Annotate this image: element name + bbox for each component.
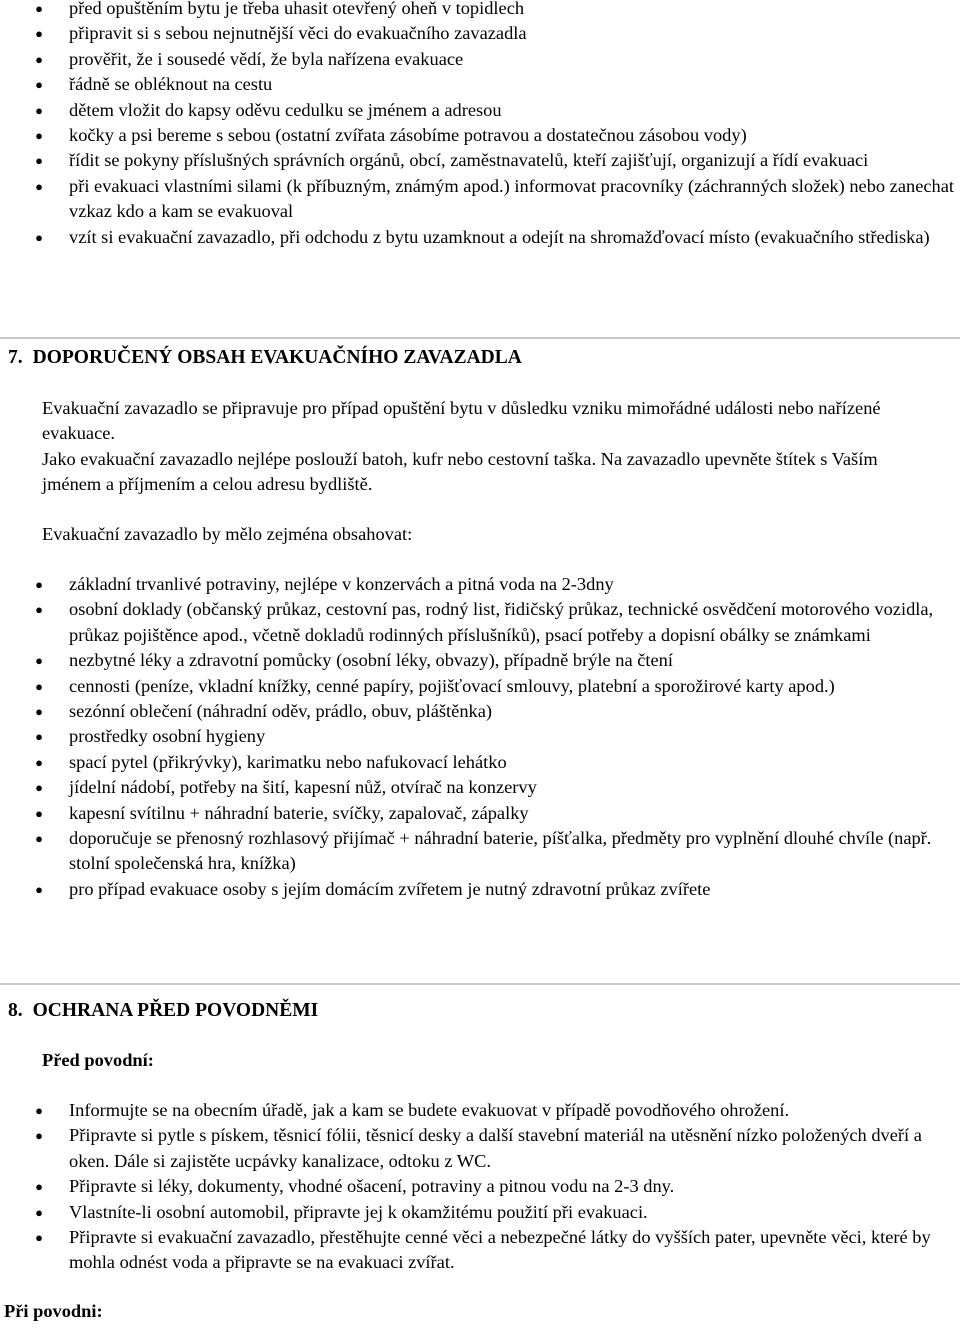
bullet-icon: ● [35,704,43,720]
list-item: ● kočky a psi bereme s sebou (ostatní zvířata zásobíme potravou a dostatečnou zásobou vody) [0,123,960,148]
section-7-paragraph: Evakuační zavazadlo se připravuje pro případ opuštění bytu v důsledku vzniku mimořádné události nebo nařízené evakuace. [42,398,881,444]
bullet-icon: ● [35,1128,43,1144]
bullet-icon: ● [35,831,43,847]
section-number: 8. [8,1000,23,1021]
section-divider [0,337,960,339]
list-item: ● základní trvanlivé potraviny, nejlépe v konzervách a pitná voda na 2-3dny [0,572,960,597]
section-7-paragraph: Evakuační zavazadlo by mělo zejména obsahovat: [42,524,413,544]
bullet-icon: ● [35,1204,43,1220]
bullet-icon: ● [35,128,43,144]
section-number: 7. [8,347,23,368]
list-item: ● cennosti (peníze, vkladní knížky, cenné papíry, pojišťovací smlouvy, platební a sporožirové karty apod.) [0,674,960,699]
bullet-icon: ● [35,1179,43,1195]
list-item: ● kapesní svítilnu + náhradní baterie, svíčky, zapalovač, zápalky [0,801,960,826]
list-item: ● Připravte si pytle s pískem, těsnicí fólii, těsnicí desky a další stavební materiál na utěsnění nízko položených dveří a oken. Dále si zajistěte ucpávky kanalizace, odtoku z WC. [35,1125,922,1171]
bullet-icon: ● [35,1,43,16]
bullet-icon: ● [35,77,43,93]
list-item: ● prostředky osobní hygieny [0,724,960,749]
list-item: ● nezbytné léky a zdravotní pomůcky (osobní léky, obvazy), případně brýle na čtení [0,648,960,673]
section-7-heading [0,345,960,370]
list-item: ● pro případ evakuace osoby s jejím domácím zvířetem je nutný zdravotní průkaz zvířete [0,877,960,902]
subheading-before-flood: Před povodní: [42,1050,154,1070]
list-item: ● doporučuje se přenosný rozhlasový přijímač + náhradní baterie, píšťalka, předměty pro vyplnění dlouhé chvíle (např. stolní společenská hra, knížka) [35,828,932,874]
bullet-icon: ● [35,754,43,770]
list-item: ● Připravte si léky, dokumenty, vhodné ošacení, potraviny a pitnou vodu na 2-3 dny. [0,1174,960,1199]
bullet-icon: ● [35,602,43,618]
evacuation-instructions-list [0,0,960,250]
bullet-icon: ● [35,102,43,118]
bullet-icon: ● [35,805,43,821]
bullet-icon: ● [35,51,43,67]
bullet-icon: ● [35,26,43,42]
bullet-icon: ● [35,577,43,592]
list-item: ● prověřit, že i sousedé vědí, že byla nařízena evakuace [0,47,960,72]
flood-preparation-list [0,1098,960,1276]
list-item: ● Vlastníte-li osobní automobil, připravte jej k okamžitému použití při evakuaci. [0,1200,960,1225]
bullet-icon: ● [35,1230,43,1246]
bullet-icon: ● [35,881,43,897]
section-title: OCHRANA PŘED POVODNĚMI [32,1000,319,1021]
bullet-icon: ● [35,153,43,169]
section-title: DOPORUČENÝ OBSAH EVAKUAČNÍHO ZAVAZADLA [32,347,522,368]
list-item: ● připravit si s sebou nejnutnější věci do evakuačního zavazadla [0,21,960,46]
list-item: ● sezónní oblečení (náhradní oděv, prádlo, obuv, pláštěnka) [0,699,960,724]
list-item: ● Připravte si evakuační zavazadlo, přestěhujte cenné věci a nebezpečné látky do vyšších pater, upevněte věci, které by mohla odnést voda a připravte se na evakuaci zvířat. [35,1227,931,1273]
list-item: ● osobní doklady (občanský průkaz, cestovní pas, rodný list, řidičský průkaz, technické osvědčení motorového vozidla, průkaz pojištěnce apod., včetně dokladů rodinných příslušníků), psací potřeby a dopisní obálky se známkami [35,599,934,645]
list-item: ● řádně se obléknout na cestu [0,72,960,97]
section-8-heading [0,998,960,1023]
subheading-during-flood: Při povodni: [4,1301,103,1321]
bullet-icon: ● [35,178,43,194]
section-7-paragraph: Jako evakuační zavazadlo nejlépe poslouží batoh, kufr nebo cestovní taška. Na zavazadlo upevněte štítek s Vaším jménem a příjmením a celou adresu bydliště. [42,449,878,495]
bullet-icon: ● [35,729,43,745]
list-item: ● řídit se pokyny příslušných správních orgánů, obcí, zaměstnavatelů, kteří zajišťují, organizují a řídí evakuaci [0,148,960,173]
bullet-icon: ● [35,653,43,669]
list-item: ● Informujte se na obecním úřadě, jak a kam se budete evakuovat v případě povodňového ohrožení. [0,1098,960,1123]
list-item: ● spací pytel (přikrývky), karimatku nebo nafukovací lehátko [0,750,960,775]
list-item: ● dětem vložit do kapsy oděvu cedulku se jménem a adresou [0,98,960,123]
luggage-contents-list [0,572,960,902]
list-item: ● před opuštěním bytu je třeba uhasit otevřený oheň v topidlech [0,0,960,21]
bullet-icon: ● [35,229,43,245]
list-item: ● při evakuaci vlastními silami (k příbuzným, známým apod.) informovat pracovníky (záchranných složek) nebo zanechat vzkaz kdo a kam se evakuoval [35,175,954,222]
list-item: ● vzít si evakuační zavazadlo, při odchodu z bytu uzamknout a odejít na shromažďovací místo (evakuačního střediska) [0,225,960,250]
list-item: ● jídelní nádobí, potřeby na šití, kapesní nůž, otvírač na konzervy [0,775,960,800]
section-divider [0,983,960,985]
bullet-icon: ● [35,1103,43,1118]
bullet-icon: ● [35,780,43,796]
bullet-icon: ● [35,678,43,694]
